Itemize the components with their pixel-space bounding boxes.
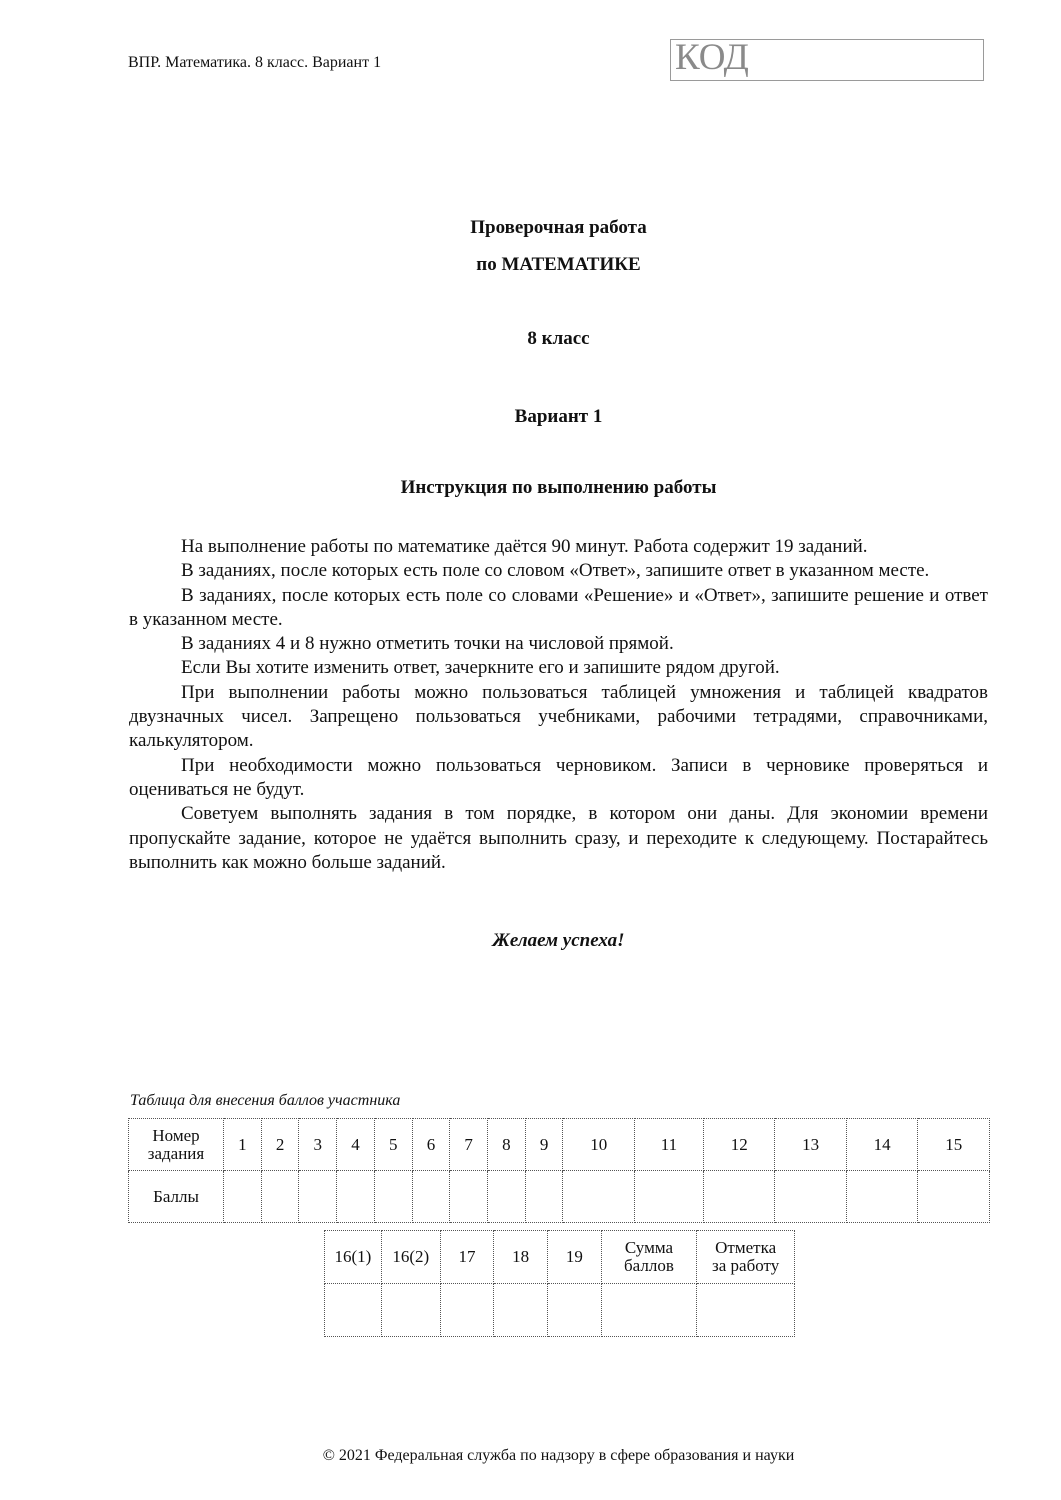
total-score-cell[interactable] — [601, 1284, 697, 1337]
code-label: КОД — [675, 37, 749, 78]
instruction-paragraph: На выполнение работы по математике даётся 90 минут. Работа содержит 19 заданий. — [181, 536, 868, 557]
score-cell[interactable] — [703, 1171, 774, 1223]
instruction-paragraph: В заданиях 4 и 8 нужно отметить точки на числовой прямой. — [181, 633, 674, 655]
task-number-cell: 8 — [488, 1119, 526, 1171]
score-table-caption: Таблица для внесения баллов участника — [130, 1092, 401, 1109]
variant-title: Вариант 1 — [514, 406, 603, 427]
task-number-cell: 13 — [775, 1119, 846, 1171]
instruction-paragraph: При необходимости можно пользоваться черновиком. Записи в черновике проверяться и оцениваться не будут. — [129, 754, 988, 800]
task-number-cell: 18 — [494, 1231, 548, 1284]
title-line-1: Проверочная работа — [470, 217, 647, 238]
score-cell[interactable] — [374, 1171, 412, 1223]
task-number-cell: 7 — [450, 1119, 488, 1171]
running-title: ВПР. Математика. 8 класс. Вариант 1 — [128, 54, 382, 71]
task-number-cell: 4 — [337, 1119, 375, 1171]
instruction-paragraph: Советуем выполнять задания в том порядке, в котором они даны. Для экономии времени пропускайте задание, которое не удаётся выполнить сразу, и переходите к следующему. Постарайтесь выполнить как можно больше заданий. — [129, 803, 988, 873]
score-cell[interactable] — [412, 1171, 450, 1223]
score-cell[interactable] — [261, 1171, 299, 1223]
score-cell[interactable] — [563, 1171, 634, 1223]
final-grade-header: Отметка за работу — [697, 1231, 795, 1284]
grade-title: 8 класс — [527, 328, 590, 349]
task-number-header: Номер задания — [129, 1119, 224, 1171]
score-cell[interactable] — [381, 1284, 440, 1337]
task-number-cell: 2 — [261, 1119, 299, 1171]
score-cell[interactable] — [634, 1171, 703, 1223]
task-number-cell: 10 — [563, 1119, 634, 1171]
score-cell[interactable] — [525, 1171, 563, 1223]
task-number-cell: 11 — [634, 1119, 703, 1171]
closing-wish: Желаем успеха! — [492, 930, 625, 951]
instruction-paragraph: В заданиях, после которых есть поле со словом «Ответ», запишите ответ в указанном месте. — [181, 560, 930, 582]
task-number-row — [325, 1231, 795, 1284]
score-cell[interactable] — [775, 1171, 846, 1223]
score-cell[interactable] — [488, 1171, 526, 1223]
score-row — [129, 1171, 990, 1223]
instructions-body — [129, 535, 988, 875]
score-cell[interactable] — [450, 1171, 488, 1223]
score-cell[interactable] — [440, 1284, 494, 1337]
task-number-cell: 16(1) — [325, 1231, 382, 1284]
task-number-cell: 5 — [374, 1119, 412, 1171]
instruction-paragraph: При выполнении работы можно пользоваться таблицей умножения и таблицей квадратов двузначных чисел. Запрещено пользоваться учебниками, рабочими тетрадями, справочниками, калькулятором. — [129, 681, 988, 752]
task-number-cell: 3 — [299, 1119, 337, 1171]
instruction-paragraph: Если Вы хотите изменить ответ, зачеркните его и запишите рядом другой. — [181, 657, 780, 679]
score-row — [325, 1284, 795, 1337]
instructions-heading: Инструкция по выполнению работы — [400, 477, 717, 498]
task-number-cell: 16(2) — [381, 1231, 440, 1284]
instruction-paragraph: В заданиях, после которых есть поле со словами «Решение» и «Ответ», запишите решение и ответ в указанном месте. — [129, 584, 988, 630]
score-table-2 — [324, 1230, 795, 1337]
task-number-cell: 19 — [547, 1231, 601, 1284]
task-number-cell: 6 — [412, 1119, 450, 1171]
copyright-footer: © 2021 Федеральная служба по надзору в сфере образования и науки — [322, 1447, 795, 1464]
score-cell[interactable] — [325, 1284, 382, 1337]
task-number-cell: 12 — [703, 1119, 774, 1171]
task-number-cell: 9 — [525, 1119, 563, 1171]
score-cell[interactable] — [224, 1171, 262, 1223]
score-cell[interactable] — [918, 1171, 990, 1223]
score-cell[interactable] — [846, 1171, 917, 1223]
score-cell[interactable] — [299, 1171, 337, 1223]
task-number-cell: 15 — [918, 1119, 990, 1171]
task-number-row — [129, 1119, 990, 1171]
code-field[interactable] — [670, 39, 984, 81]
final-grade-cell[interactable] — [697, 1284, 795, 1337]
task-number-cell: 1 — [224, 1119, 262, 1171]
score-table-1 — [128, 1118, 990, 1223]
score-cell[interactable] — [494, 1284, 548, 1337]
score-cell[interactable] — [547, 1284, 601, 1337]
title-line-2: по МАТЕМАТИКЕ — [476, 254, 641, 275]
score-cell[interactable] — [337, 1171, 375, 1223]
task-number-cell: 14 — [846, 1119, 917, 1171]
score-row-header: Баллы — [129, 1171, 224, 1223]
task-number-cell: 17 — [440, 1231, 494, 1284]
total-score-header: Сумма баллов — [601, 1231, 697, 1284]
